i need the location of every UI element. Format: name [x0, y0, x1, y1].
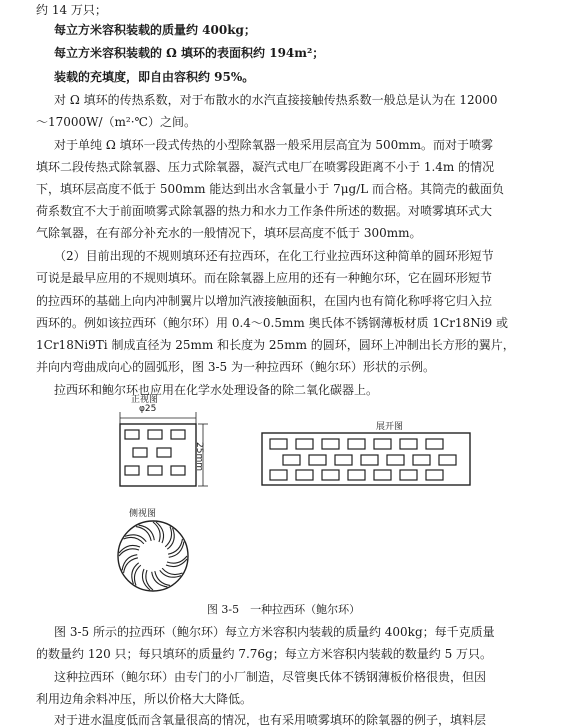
text-line: 这种拉西环（鲍尔环）由专门的小厂制造，尽管奥氏体不锈钢薄板价格很贵，但因 [54, 670, 487, 684]
side-view-label: 侧视图 [129, 509, 157, 519]
text-line: 的拉西环的基础上向内冲制翼片以增加汽液接触面积，在国内也有简化称呼将它归入拉 [36, 294, 493, 308]
text-line: 约 14 万只； [36, 3, 107, 17]
text-line: 利用边角余料冲压，所以价格大大降低。 [36, 692, 253, 706]
unfold-view-label: 展开图 [376, 422, 404, 432]
text-line: 并向内弯曲成向心的圆弧形，图 3-5 为一种拉西环（鲍尔环）形状的示例。 [36, 360, 435, 374]
text-line: 1Cr18Ni9Ti 制成直径为 25mm 和长度为 25mm 的圆环，圆环上冲制出长方形的翼片， [36, 338, 515, 352]
front-view-label: 正视图 [131, 395, 159, 405]
figure-caption: 图 3-5 一种拉西环（鲍尔环） [206, 603, 361, 616]
text-line: 填环二段传热式除氧器、压力式除氧器，凝汽式电厂在喷雾段距离不小于 1.4m 的情况 [36, 160, 495, 174]
text-line: 对 Ω 填环的传热系数，对于布散水的水汽直接接触传热系数一般总是认为在 12000 [54, 93, 498, 107]
text-line: 对于进水温度低而含氧量很高的情况，也有采用喷雾填环的除氧器的例子，填料层 [54, 713, 487, 727]
text-line: 对于单纯 Ω 填环一段式传热的小型除氧器一般采用层高宜为 500mm。而对于喷雾 [54, 138, 494, 152]
text-line: 的数量约 120 只；每只填环的质量约 7.76g；每立方米容积内装载的数量约 5 万只。 [36, 647, 493, 661]
text-line: 荷系数宜不大于前面喷雾式除氧器的热力和水力工作条件所述的数据。对喷雾填环式大 [36, 204, 493, 218]
text-line: 西环的。例如该拉西环（鲍尔环）用 0.4～0.5mm 奥氏体不锈钢薄板材质 1Cr18Ni9 或 [36, 316, 508, 330]
text-line: 拉西环和鲍尔环也应用在化学水处理设备的除二氧化碳器上。 [54, 383, 379, 397]
side-view [118, 521, 188, 591]
height-label: 25mm [194, 442, 204, 471]
text-line: 每立方米容积装载的质量约 400kg； [54, 23, 256, 37]
diameter-label: φ25 [139, 404, 157, 414]
text-line: 下，填环层高度不低于 500mm 能达到出水含氧量小于 7μg/L 而合格。其筒壳的截面负 [36, 182, 505, 196]
text-line: 每立方米容积装载的 Ω 填环的表面积约 194m²； [54, 46, 325, 60]
text-line: 可说是最早应用的不规则填环。而在除氧器上应用的还有一种鲍尔环，它在圆环形短节 [36, 271, 493, 285]
text-line: （2）目前出现的不规则填环还有拉西环，在化工行业拉西环这种简单的圆环形短节 [54, 249, 494, 263]
text-line: 图 3-5 所示的拉西环（鲍尔环）每立方米容积内装载的质量约 400kg；每千克质量 [54, 625, 495, 639]
text-line: 装载的充填度，即自由容积约 95%。 [54, 70, 255, 84]
text-line: 气除氧器，在有部分补充水的一般情况下，填环层高度不低于 300mm。 [36, 226, 422, 240]
text-line: ～17000W/（m²·℃）之间。 [36, 115, 196, 129]
